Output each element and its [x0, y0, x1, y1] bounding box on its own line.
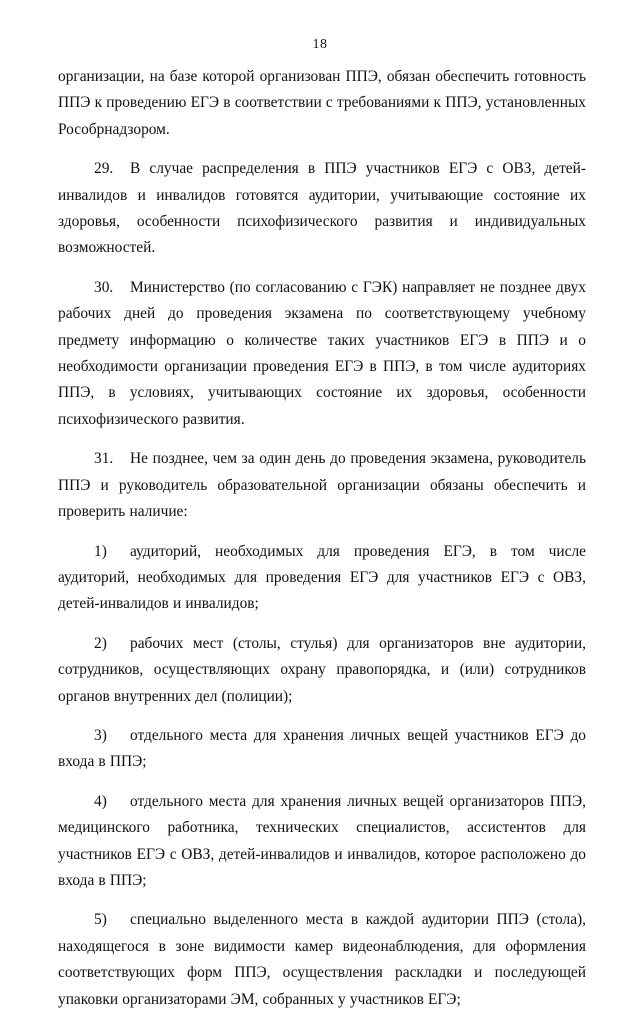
page-number: 18 — [312, 37, 328, 52]
list-item-3 — [58, 723, 586, 776]
paragraph-text: В случае распределения в ППЭ участников ЕГЭ с ОВЗ, детей-инвалидов и инвалидов готовятся аудитории, учитывающие состояние их здоровья, особенности психофизического развития и индивидуальных возможностей. — [58, 160, 586, 257]
paragraph-31 — [58, 446, 586, 525]
paragraph-number: 31. — [94, 450, 114, 468]
list-item-text: рабочих мест (столы, стулья) для организаторов вне аудитории, сотрудников, осуществляющих охрану правопорядка, и (или) сотрудников органов внутренних дел (полиции); — [58, 634, 586, 705]
list-item-5 — [58, 907, 586, 1013]
list-item-number: 4) — [94, 792, 107, 810]
list-item-2 — [58, 631, 586, 710]
list-item-text: отдельного места для хранения личных вещей участников ЕГЭ до входа в ППЭ; — [58, 726, 586, 771]
paragraph-continuation — [58, 64, 586, 143]
list-item-number: 3) — [94, 726, 107, 744]
paragraph-text: Министерство (по согласованию с ГЭК) направляет не позднее двух рабочих дней до проведения экзамена по соответствующему учебному предмету информацию о количестве таких участников ЕГЭ в ППЭ и о необходимости организации проведения ЕГЭ в ППЭ, в том числе аудиториях ППЭ, в условиях, учитывающих состояние их здоровья, особенности психофизического развития. — [58, 278, 586, 428]
paragraph-29 — [58, 156, 586, 262]
paragraph-30 — [58, 275, 586, 433]
document-body — [58, 64, 586, 1013]
paragraph-text: организации, на базе которой организован ППЭ, обязан обеспечить готовность ППЭ к проведению ЕГЭ в соответствии с требованиями к ППЭ, установленных Рособрнадзором. — [58, 68, 586, 138]
list-item-text: специально выделенного места в каждой аудитории ППЭ (стола), находящегося в зоне видимости камер видеонаблюдения, для оформления соответствующих форм ППЭ, осуществления раскладки и последующей упаковки организаторами ЭМ, собранных у участников ЕГЭ; — [58, 911, 586, 1008]
list-item-text: отдельного места для хранения личных вещей организаторов ППЭ, медицинского работника, технических специалистов, ассистентов для участников ЕГЭ с ОВЗ, детей-инвалидов и инвалидов, которое расположено до входа в ППЭ; — [58, 792, 586, 889]
paragraph-number: 29. — [94, 160, 114, 178]
list-item-text: аудиторий, необходимых для проведения ЕГЭ, в том числе аудиторий, необходимых для проведения ЕГЭ для участников ЕГЭ с ОВЗ, детей-инвалидов и инвалидов; — [58, 542, 586, 613]
list-item-number: 2) — [94, 634, 107, 652]
paragraph-number: 30. — [94, 278, 114, 296]
list-item-number: 5) — [94, 911, 107, 929]
list-item-4 — [58, 789, 586, 895]
paragraph-text: Не позднее, чем за один день до проведения экзамена, руководитель ППЭ и руководитель образовательной организации обязаны обеспечить и проверить наличие: — [58, 450, 586, 521]
list-item-1 — [58, 539, 586, 618]
list-item-number: 1) — [94, 542, 107, 560]
